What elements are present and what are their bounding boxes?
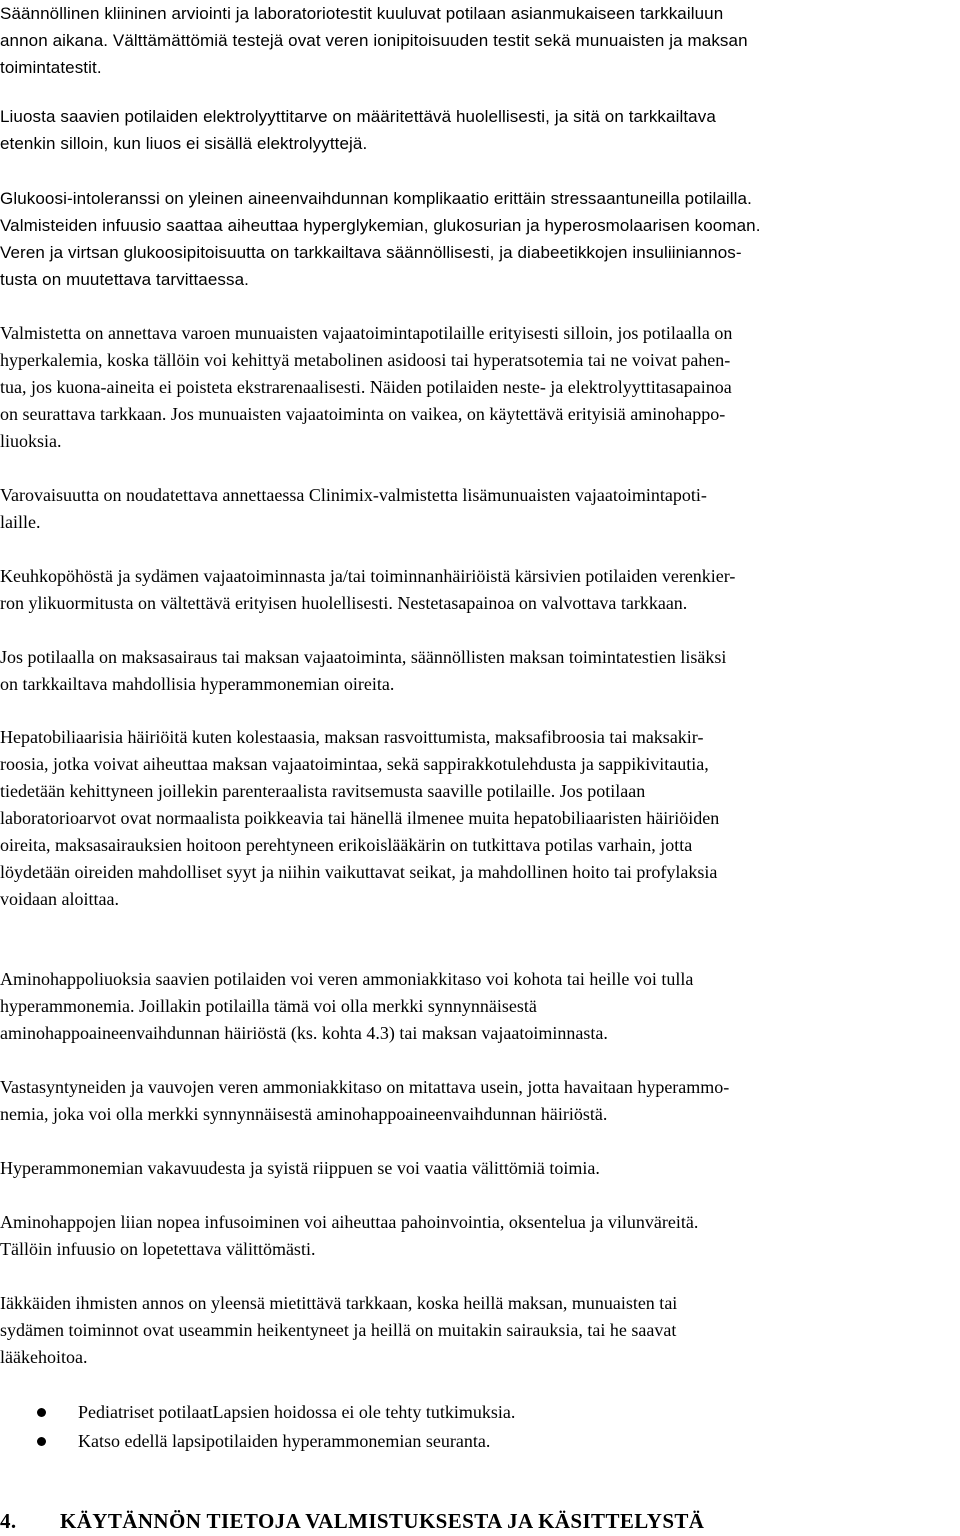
text-line: Hepatobiliaarisia häiriöitä kuten kolestaasia, maksan rasvoittumista, maksafibroosia tai maksakir- <box>0 727 704 747</box>
text-line: Hyperammonemian vakavuudesta ja syistä riippuen se voi vaatia välittömiä toimia. <box>0 1158 600 1178</box>
text-line: toimintatestit. <box>0 58 102 77</box>
paragraph-renal <box>0 320 952 455</box>
text-line: tusta on muutettava tarvittaessa. <box>0 270 249 289</box>
text-line: on seurattava tarkkaan. Jos munuaisten vajaatoiminta on vaikea, on käytettävä erityisiä aminohappo- <box>0 404 726 424</box>
text-line: löydetään oireiden mahdolliset syyt ja niihin vaikuttavat seikat, ja mahdollinen hoito tai profylaksia <box>0 862 718 882</box>
section-heading <box>0 1508 704 1535</box>
text-line: lääkehoitoa. <box>0 1347 88 1367</box>
paragraph-newborns <box>0 1074 952 1128</box>
text-line: nemia, joka voi olla merkki synnynnäisestä aminohappoaineenvaihdunnan häiriöstä. <box>0 1104 608 1124</box>
paragraph-liver <box>0 644 952 698</box>
text-line: sydämen toiminnot ovat useammin heikentyneet ja heillä on muitakin sairauksia, tai he saavat <box>0 1320 677 1340</box>
paragraph-ammonia <box>0 966 952 1047</box>
text-line: liuoksia. <box>0 431 62 451</box>
text-line: tua, jos kuona-aineita ei poisteta ekstrarenaalisesti. Näiden potilaiden neste- ja elektrolyyttitasapainoa <box>0 377 732 397</box>
text-line: oireita, maksasairauksien hoitoon perehtyneen erikoislääkärin on tutkittava potilas varhain, jotta <box>0 835 693 855</box>
text-line: ron ylikuormitusta on vältettävä erityisen huolellisesti. Nestetasapainoa on valvottava tarkkaan. <box>0 593 688 613</box>
text-line: Glukoosi-intoleranssi on yleinen aineenvaihdunnan komplikaatio erittäin stressaantuneilla potilailla. <box>0 189 752 208</box>
section-number: 4. <box>0 1509 17 1533</box>
text-line: Veren ja virtsan glukoosipitoisuutta on tarkkailtava säännöllisesti, ja diabeetikkojen insuliiniannos- <box>0 243 742 262</box>
text-line: Valmisteiden infuusio saattaa aiheuttaa hyperglykemian, glukosurian ja hyperosmolaarisen kooman. <box>0 216 761 235</box>
text-line: Varovaisuutta on noudatettava annettaessa Clinimix-valmistetta lisämunuaisten vajaatoimintapoti- <box>0 485 707 505</box>
text-line: Keuhkopöhöstä ja sydämen vajaatoiminnasta ja/tai toiminnanhäiriöistä kärsivien potilaiden verenkier- <box>0 566 736 586</box>
bullet-icon <box>37 1408 46 1417</box>
text-line: Aminohappojen liian nopea infusoiminen voi aiheuttaa pahoinvointia, oksentelua ja vilunväreitä. <box>0 1212 699 1232</box>
section-title: KÄYTÄNNÖN TIETOJA VALMISTUKSESTA JA KÄSITTELYSTÄ <box>60 1509 705 1533</box>
text-line: Liuosta saavien potilaiden elektrolyyttitarve on määritettävä huolellisesti, ja sitä on tarkkailtava <box>0 107 716 126</box>
text-line: laboratorioarvot ovat normaalista poikkeavia tai hänellä ilmenee muita hepatobiliaaristen häiriöiden <box>0 808 720 828</box>
bullet-icon <box>37 1437 46 1446</box>
text-line: Iäkkäiden ihmisten annos on yleensä mietittävä tarkkaan, koska heillä maksan, munuaisten tai <box>0 1293 678 1313</box>
paragraph-infusion-rate <box>0 1209 952 1263</box>
text-line: on tarkkailtava mahdollisia hyperammonemian oireita. <box>0 674 395 694</box>
paragraph-monitoring <box>0 0 952 81</box>
bullet-list <box>0 1398 952 1456</box>
list-item-text: Pediatriset potilaatLapsien hoidossa ei ole tehty tutkimuksia. <box>78 1402 516 1422</box>
list-item-text: Katso edellä lapsipotilaiden hyperammonemian seuranta. <box>78 1431 491 1451</box>
text-line: etenkin silloin, kun liuos ei sisällä elektrolyyttejä. <box>0 134 368 153</box>
text-line: Säännöllinen kliininen arviointi ja laboratoriotestit kuuluvat potilaan asianmukaiseen tarkkailuun <box>0 4 724 23</box>
text-line: tiedetään kehittyneen joillekin parenteraalista ravitsemusta saaville potilaille. Jos potilaan <box>0 781 646 801</box>
text-line: aminohappoaineenvaihdunnan häiriöstä (ks. kohta 4.3) tai maksan vajaatoiminnasta. <box>0 1023 608 1043</box>
text-line: laille. <box>0 512 41 532</box>
text-line: voidaan aloittaa. <box>0 889 119 909</box>
text-line: Aminohappoliuoksia saavien potilaiden voi veren ammoniakkitaso voi kohota tai heille voi tulla <box>0 969 694 989</box>
text-line: annon aikana. Välttämättömiä testejä ovat veren ionipitoisuuden testit sekä munuaisten ja maksan <box>0 31 748 50</box>
paragraph-cardiac <box>0 563 952 617</box>
paragraph-electrolytes <box>0 103 952 157</box>
text-line: Jos potilaalla on maksasairaus tai maksan vajaatoiminta, säännöllisten maksan toimintatestien lisäksi <box>0 647 727 667</box>
text-line: roosia, jotka voivat aiheuttaa maksan vajaatoimintaa, sekä sappirakkotulehdusta ja sappikivitautia, <box>0 754 709 774</box>
paragraph-glucose <box>0 185 952 293</box>
paragraph-elderly <box>0 1290 952 1371</box>
list-item <box>0 1398 952 1427</box>
text-line: Valmistetta on annettava varoen munuaisten vajaatoimintapotilaille erityisesti silloin, jos potilaalla on <box>0 323 733 343</box>
paragraph-hepatobiliary <box>0 724 952 913</box>
paragraph-severity <box>0 1155 952 1182</box>
list-item <box>0 1427 952 1456</box>
text-line: hyperammonemia. Joillakin potilailla tämä voi olla merkki synnynnäisestä <box>0 996 537 1016</box>
text-line: hyperkalemia, koska tällöin voi kehittyä metabolinen asidoosi tai hyperatsotemia tai ne voivat pahen- <box>0 350 731 370</box>
text-line: Tällöin infuusio on lopetettava välittömästi. <box>0 1239 316 1259</box>
text-line: Vastasyntyneiden ja vauvojen veren ammoniakkitaso on mitattava usein, jotta havaitaan hyperammo- <box>0 1077 730 1097</box>
paragraph-adrenal <box>0 482 952 536</box>
